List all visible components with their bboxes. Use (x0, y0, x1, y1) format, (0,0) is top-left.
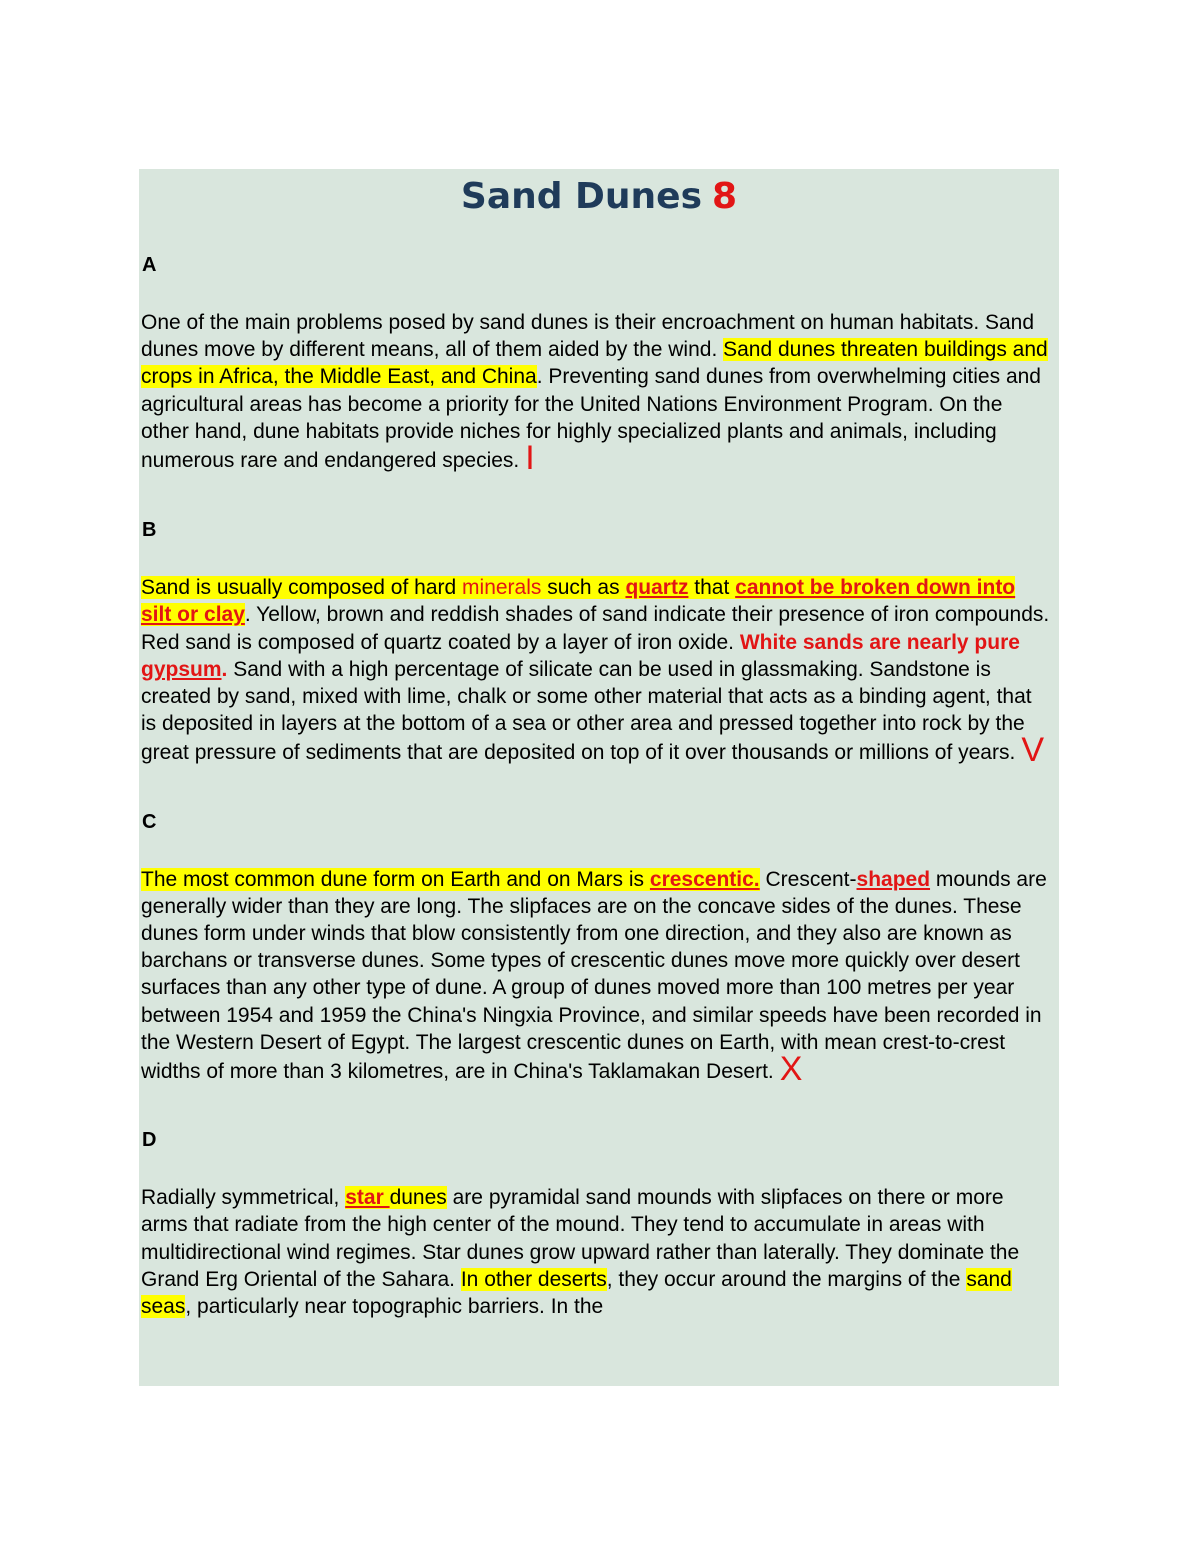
paragraph-text: . Yellow, brown and reddish shades of sand indicate their presence of iron compounds. Red sand is composed of quartz coated by a layer of iron oxide. (141, 603, 1050, 654)
section-label-c: C (142, 810, 157, 833)
section-label-d: D (142, 1129, 157, 1152)
red-underlined-text: gypsum (141, 657, 222, 681)
paragraph-text: , particularly near topographic barriers. In the (185, 1295, 604, 1319)
red-bold-text: . (221, 657, 228, 681)
red-underlined-text: crescentic. (649, 867, 760, 891)
paragraph-text: One of the main problems posed by sand dunes is their encroachment on human habitats. Sand dunes move by different means, all of them aided by the wind. (141, 311, 1035, 362)
section-paragraph-d (141, 1184, 1051, 1320)
section-paragraph-c (141, 866, 1051, 1089)
highlighted-text: The most common dune form on Earth and on Mars is (141, 867, 650, 891)
highlighted-text: Sand dunes threaten buildings and crops in Africa, the Middle East, and China (141, 338, 1048, 389)
red-underlined-text: shaped (856, 867, 931, 891)
red-bold-text: White sands are nearly pure (739, 630, 1020, 654)
red-underlined-text: quartz (625, 576, 689, 600)
section-paragraph-b (141, 574, 1051, 770)
answer-mark: X (779, 1050, 803, 1089)
section-label-b: B (142, 519, 157, 542)
paragraph-text: , they occur around the margins of the (606, 1267, 967, 1291)
paragraph-text: Sand with a high percentage of silicate can be used in glassmaking. Sandstone is created by sand, mixed with lime, chalk or some other material that acts as a binding agent, that is deposited in layers at the bottom of a sea or other area and pressed together into rock by the great pressure of sediments that are deposited on top of it over thousands or millions of years. (141, 657, 1032, 765)
score-mark: 8 (712, 176, 738, 217)
answer-mark: I (525, 439, 535, 478)
paragraph-text: that (688, 576, 736, 600)
paragraph-text: Radially symmetrical, (141, 1186, 346, 1210)
red-underlined-text: star (345, 1186, 390, 1210)
highlighted-text: dunes (389, 1186, 447, 1210)
highlighted-text: In other deserts (460, 1267, 607, 1291)
paragraph-text: such as (541, 576, 626, 600)
document-page (139, 169, 1059, 1386)
answer-mark: V (1021, 731, 1044, 770)
section-label-a: A (142, 254, 157, 276)
paragraph-text: Sand is usually composed of hard (141, 576, 463, 600)
section-paragraph-a (141, 309, 1051, 478)
paragraph-text: are pyramidal sand mounds with slipfaces on there or more arms that radiate from the high center of the mound. They tend to accumulate in areas with multidirectional wind regimes. Star dunes grow upward rather than laterally. They dominate the Grand Erg Oriental of the Sahara. (141, 1186, 1020, 1291)
red-underlined-text: cannot be broken down into silt or clay (141, 576, 1016, 627)
red-text: minerals (462, 576, 542, 600)
highlighted-text: sand seas (141, 1267, 1012, 1319)
page-title (139, 173, 1059, 221)
paragraph-text: . Preventing sand dunes from overwhelming cities and agricultural areas has become a priority for the United Nations Environment Program. On the other hand, dune habitats provide niches for highly specialized plants and animals, including numerous rare and endangered species. (141, 365, 1041, 473)
title-text: Sand Dunes (460, 176, 703, 217)
paragraph-text: Crescent- (759, 867, 857, 891)
paragraph-text: mounds are generally wider than they are long. The slipfaces are on the concave sides of the dunes. These dunes form under winds that blow consistently from one direction, and they also are known as barchans or transverse dunes. Some types of crescentic dunes move more quickly over desert surfaces than any other type of dune. A group of dunes moved more than 100 metres per year between 1954 and 1959 the China's Ningxia Province, and similar speeds have been recorded in the Western Desert of Egypt. The largest crescentic dunes on Earth, with mean crest-to-crest widths of more than 3 kilometres, are in China's Taklamakan Desert. (141, 867, 1047, 1084)
